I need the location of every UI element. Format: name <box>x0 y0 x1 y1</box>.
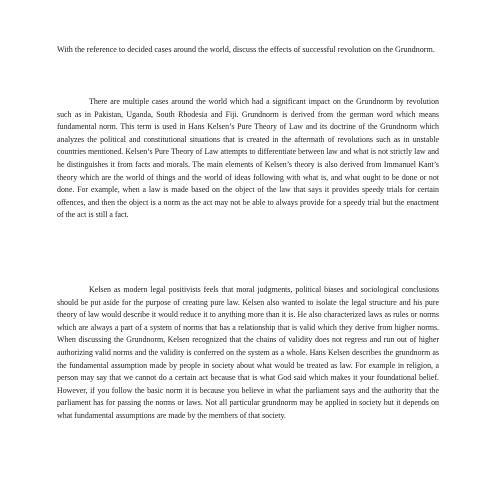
paragraph-2: Kelsen as modern legal positivists feels that moral judgments, political biases and sociological conclusions should be put aside for the purpose of creating pure law. Kelsen also wanted to isolate the legal structure and his pure theory of law would describe it would reduce it to anything more than it is. He also characterized laws as rules or norms which are always a part of a system of norms that has a relationship that is valid which they derive from higher norms. When discussing the Grundnorm, Kelsen recognized that the chains of validity does not regress and run out of higher authorizing valid norms and the validity is conferred on the system as a whole. Hans Kelsen describes the grundnorm as the fundamental assumption made by people in society about what would be treated as law. For example in religion, a person may say that we cannot do a certain act because that is what God said which makes it your foundational belief. However, if you follow the basic norm it is because you believe in what the parliament says and the authority that the parliament has for passing the norms or laws. Not all particular grundnorm may be applied in society but it depends on what fundamental assumptions are made by the members of that society. <box>57 285 439 420</box>
paragraph-1: There are multiple cases around the world which had a significant impact on the Grundnorm by revolution such as in Pakistan, Uganda, South Rhodesia and Fiji. Grundnorm is derived from the german word which means fundamental norm. This term is used in Hans Kelsen’s Pure Theory of Law and its doctrine of the Grundnorm which analyzes the political and constitutional situations that is created in the aftermath of revolutions such as in unstable countries mentioned. Kelsen’s Pure Theory of Law attempts to differentiate between law and what is not strictly law and he distinguishes it from facts and morals. The main elements of Kelsen’s theory is also derived from Immanuel Kant’s theory which are the world of things and the world of ideas following with what is, and what ought to be done or not done. For example, when a law is made based on the object of the law that says it provides speedy trials for certain offences, and then the object is a norm as the act may not be able to always provide for a speedy trial but the enactment of the act is still a fact. <box>57 97 439 220</box>
essay-question: With the reference to decided cases around the world, discuss the effects of successful revolution on the Grundnorm. <box>57 45 435 54</box>
